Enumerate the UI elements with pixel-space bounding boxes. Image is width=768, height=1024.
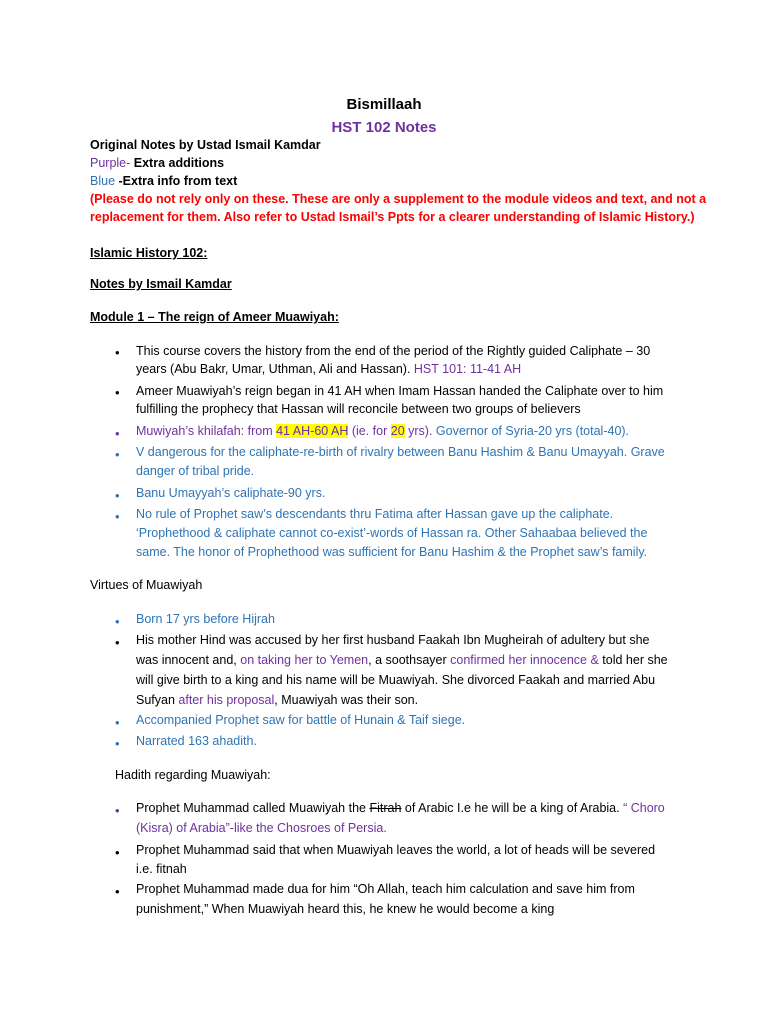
module-bullet-5: Banu Umayyah’s caliphate-90 yrs. [136,486,326,500]
bullet-icon: • [115,736,120,751]
module-bullet-1-line-1: This course covers the history from the end of the period of the Rightly guided Caliphate – 30 [136,344,651,358]
text-span: yrs). [404,424,436,438]
struck-word: Fitrah [369,801,402,815]
warning-line-2: replacement for them. Also refer to Ustad Ismail’s Ppts for a clearer understanding of Islamic History.) [90,210,695,224]
purple-span: on taking her to Yemen [240,653,369,667]
hadith-heading: Hadith regarding Muawiyah: [115,768,271,782]
virtue-2-line-2 [136,652,668,669]
text-span: told her she [598,653,668,667]
bullet-icon: • [115,845,120,860]
module-bullet-6-line-2: ‘Prophethood & caliphate cannot co-exist’-words of Hassan ra. Other Sahaabaa believed the [136,526,648,540]
purple-span: “ Choro [623,801,665,815]
hadith-2-line-1: Prophet Muhammad said that when Muawiyah leaves the world, a lot of heads will be severed [136,843,656,857]
virtue-4: Narrated 163 ahadith. [136,734,257,748]
module-bullet-4-line-2: danger of tribal pride. [136,464,255,478]
notes-by-heading: Notes by Ismail Kamdar [90,277,232,291]
hadith-3-line-2: punishment,” When Muawiyah heard this, he knew he would become a king [136,902,555,916]
hst101-note: HST 101: 11-41 AH [413,362,522,376]
module-bullet-2-line-2: fulfilling the prophecy that Hassan will reconcile between two groups of believers [136,402,581,416]
purple-span: confirmed her innocence & [450,653,599,667]
bullet-icon: • [115,884,120,899]
text-span: years (Abu Bakr, Umar, Uthman, Ali and Hassan). [136,362,414,376]
page-title: Bismillaah [346,96,422,113]
virtue-2-line-1: His mother Hind was accused by her first husband Faakah Ibn Mugheirah of adultery but she [136,633,650,647]
virtues-heading: Virtues of Muawiyah [90,578,203,592]
module-bullet-1-line-2 [136,361,521,378]
highlight-years: 41 AH-60 AH [276,424,349,438]
text-span: of Arabic I.e he will be a king of Arabia. [401,801,624,815]
module-bullet-2-line-1: Ameer Muawiyah’s reign began in 41 AH when Imam Hassan handed the Caliphate over to him [136,384,664,398]
virtue-2-line-4 [136,692,418,709]
purple-span: after his proposal [178,693,275,707]
page-subtitle: HST 102 Notes [331,119,437,136]
text-span: Muwiyah’s khilafah: from [136,424,277,438]
module-bullet-6-line-3: same. The honor of Prophethood was sufficient for Banu Hashim & the Prophet saw’s family. [136,545,648,559]
module-bullet-6-line-1: No rule of Prophet saw’s descendants thru Fatima after Hassan gave up the caliphate. [136,507,614,521]
bullet-icon: • [115,803,120,818]
virtue-1: Born 17 yrs before Hijrah [136,612,275,626]
bullet-icon: • [115,488,120,503]
hadith-1-line-2: (Kisra) of Arabia”-like the Chosroes of Persia. [136,821,387,835]
warning-line-1: (Please do not rely only on these. These are only a supplement to the module videos and text, and not a [90,192,707,206]
hadith-1-line-1 [136,800,665,817]
virtue-3: Accompanied Prophet saw for battle of Hunain & Taif siege. [136,713,466,727]
highlight-count: 20 [390,424,405,438]
text-span: was innocent and, [136,653,241,667]
bullet-icon: • [115,614,120,629]
hadith-3-line-1: Prophet Muhammad made dua for him “Oh Allah, teach him calculation and save him from [136,882,635,896]
history-heading: Islamic History 102: [90,246,208,260]
virtue-2-line-3: will give birth to a king and his name will be Muawiyah. She divorced Faakah and married Abu [136,673,656,687]
bullet-icon: • [115,345,120,360]
text-span: Prophet Muhammad called Muawiyah the [136,801,370,815]
bullet-icon: • [115,509,120,524]
text-span: , Muawiyah was their son. [274,693,419,707]
bullet-icon: • [115,635,120,650]
purple-desc: Extra additions [130,156,225,170]
blue-desc: -Extra info from text [115,174,238,188]
module-heading: Module 1 – The reign of Ameer Muawiyah: [90,310,339,324]
blue-key: Blue [90,174,116,188]
module-bullet-4-line-1: V dangerous for the caliphate-re-birth of rivalry between Banu Hashim & Banu Umayyah. Grave [136,445,665,459]
bullet-icon: • [115,426,120,441]
purple-key: Purple- [90,156,131,170]
bullet-icon: • [115,715,120,730]
blue-legend [90,173,237,190]
bullet-icon: • [115,447,120,462]
text-span: , a soothsayer [368,653,451,667]
module-bullet-3 [136,423,629,440]
original-notes-line: Original Notes by Ustad Ismail Kamdar [90,138,321,152]
text-span: Sufyan [136,693,179,707]
bullet-icon: • [115,385,120,400]
governor-note: Governor of Syria-20 yrs (total-40). [435,424,630,438]
hadith-2-line-2: i.e. fitnah [136,862,187,876]
text-span: (ie. for [348,424,391,438]
purple-legend [90,155,224,172]
